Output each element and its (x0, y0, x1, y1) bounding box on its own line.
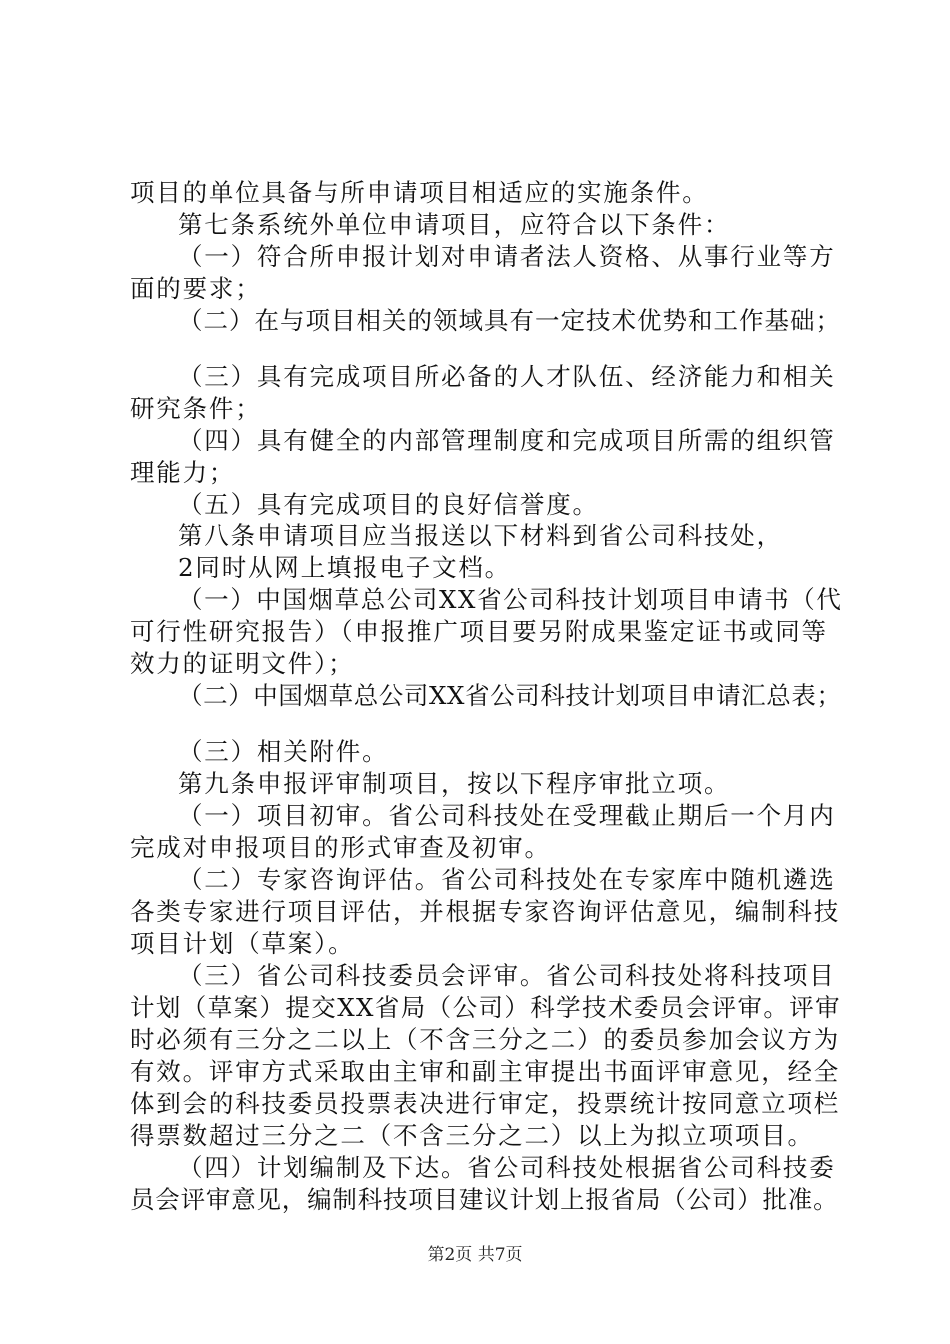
body-line: （二）在与项目相关的领域具有一定技术优势和工作基础； (178, 306, 841, 335)
body-line: （三）具有完成项目所必备的人才队伍、经济能力和相关 (178, 362, 836, 391)
body-line: 计划（草案）提交XX省局（公司）科学技术委员会评审。评审 (130, 993, 842, 1022)
body-line: 理能力； (130, 458, 236, 487)
body-line: （三）省公司科技委员会评审。省公司科技处将科技项目 (178, 961, 836, 990)
body-line: 项目的单位具备与所申请项目相适应的实施条件。 (130, 178, 709, 207)
body-line: 第九条申报评审制项目，按以下程序审批立项。 (178, 769, 731, 798)
body-line: 第八条申请项目应当报送以下材料到省公司科技处， (178, 521, 783, 550)
body-line: （三）相关附件。 (178, 737, 389, 766)
body-line: 面的要求； (130, 274, 262, 303)
body-line: 完成对申报项目的形式审查及初审。 (130, 833, 551, 862)
body-line: （四）具有健全的内部管理制度和完成项目所需的组织管 (178, 426, 836, 455)
body-line: 时必须有三分之二以上（不含三分之二）的委员参加会议方为 (130, 1025, 841, 1054)
body-line: （二）中国烟草总公司XX省公司科技计划项目申请汇总表； (178, 681, 842, 710)
body-line: 研究条件； (130, 394, 262, 423)
body-line: （二）专家咨询评估。省公司科技处在专家库中随机遴选 (178, 865, 836, 894)
body-line: 得票数超过三分之二（不含三分之二）以上为拟立项项目。 (130, 1121, 814, 1150)
body-line: 2同时从网上填报电子文档。 (178, 553, 511, 582)
body-line: 有效。评审方式采取由主审和副主审提出书面评审意见，经全 (130, 1057, 841, 1086)
body-line: 员会评审意见，编制科技项目建议计划上报省局（公司）批准。 (130, 1185, 839, 1214)
body-line: 项目计划（草案）。 (130, 929, 355, 958)
body-line: 可行性研究报告）（申报推广项目要另附成果鉴定证书或同等 (130, 617, 828, 646)
body-line: 体到会的科技委员投票表决进行审定，投票统计按同意立项栏 (130, 1089, 841, 1118)
body-line: 各类专家进行项目评估，并根据专家咨询评估意见，编制科技 (130, 897, 841, 926)
body-line: 第七条系统外单位申请项目，应符合以下条件： (178, 210, 731, 239)
body-line: （四）计划编制及下达。省公司科技处根据省公司科技委 (178, 1153, 836, 1182)
body-line: （一）符合所申报计划对申请者法人资格、从事行业等方 (178, 242, 836, 271)
body-line: 效力的证明文件）； (130, 649, 355, 678)
body-line: （一）中国烟草总公司XX省公司科技计划项目申请书（代 (178, 585, 843, 614)
page-number-footer: 第2页 共7页 (427, 1245, 523, 1265)
body-line: （五）具有完成项目的良好信誉度。 (178, 490, 599, 519)
body-line: （一）项目初审。省公司科技处在受理截止期后一个月内 (178, 801, 836, 830)
